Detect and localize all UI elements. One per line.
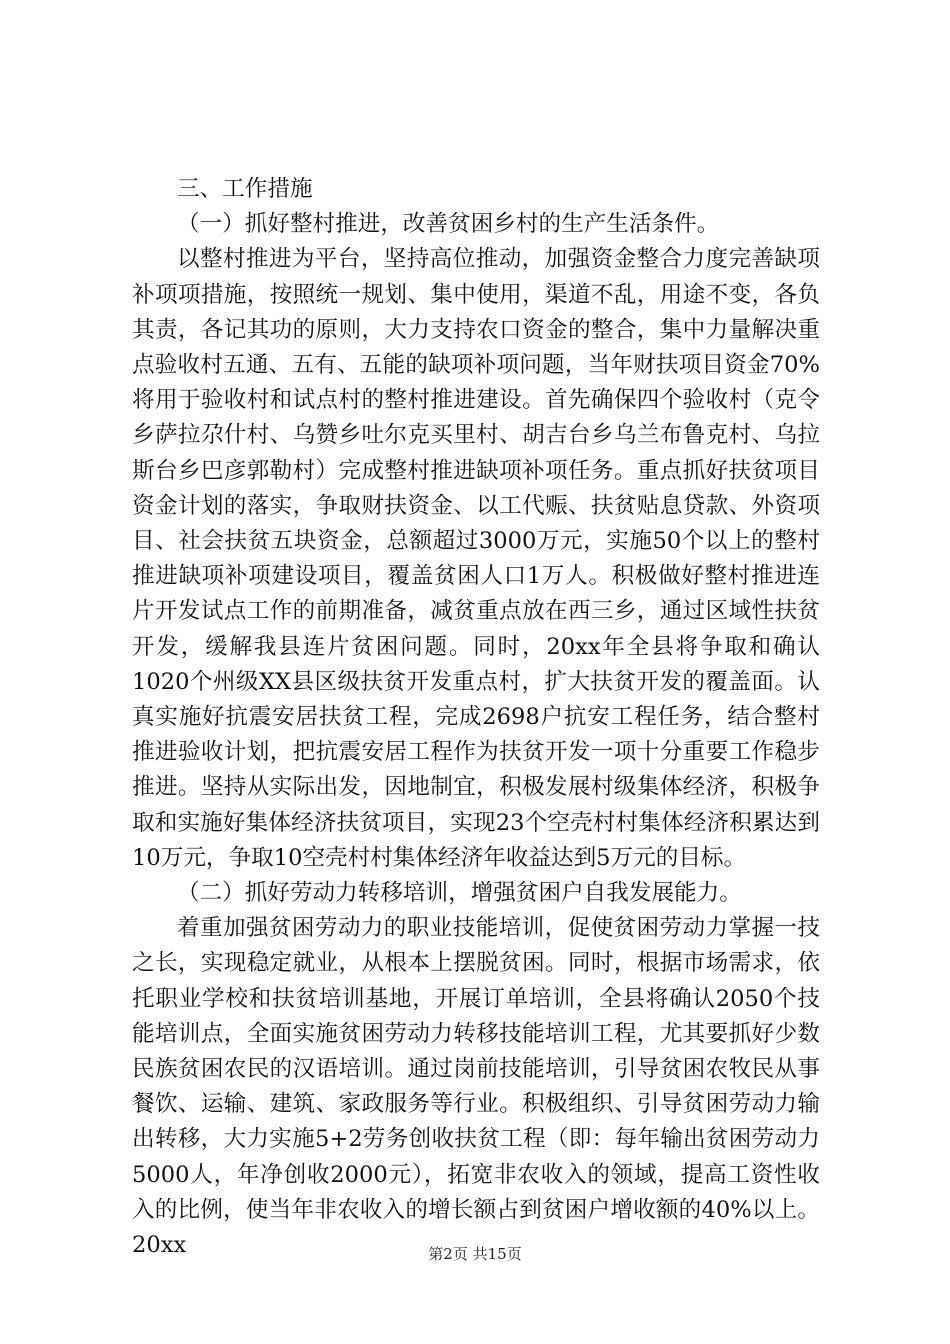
paragraph-2: 着重加强贫困劳动力的职业技能培训，促使贫困劳动力掌握一技之长，实现稳定就业，从根本上摆脱贫困。同时，根据市场需求，依托职业学校和扶贫培训基地，开展订单培训，全县将确认2050个技能培训点，全面实施贫困劳动力转移技能培训工程，尤其要抓好少数民族贫困农民的汉语培训。通过岗前技能培训，引导贫困农牧民从事餐饮、运输、建筑、家政服务等行业。积极组织、引导贫困劳动力输出转移，大力实施5+2劳务创收扶贫工程（即：每年输出贫困劳动力5000人，年净创收2000元），拓宽非农收入的领域，提高工资性收入的比例，使当年非农收入的增长额占到贫困户增收额的40%以上。20xx — [132, 915, 820, 1259]
paragraph-1: 以整村推进为平台，坚持高位推动，加强资金整合力度完善缺项补项项措施，按照统一规划、集中使用，渠道不乱，用途不变，各负其责，各记其功的原则，大力支持农口资金的整合，集中力量解决重点验收村五通、五有、五能的缺项补项问题，当年财扶项目资金70%将用于验收村和试点村的整村推进建设。首先确保四个验收村（克令乡萨拉尕什村、乌赞乡吐尔克买里村、胡吉台乡乌兰布鲁克村、乌拉斯台乡巴彦郭勒村）完成整村推进缺项补项任务。重点抓好扶贫项目资金计划的落实，争取财扶资金、以工代赈、扶贫贴息贷款、外资项目、社会扶贫五块资金，总额超过3000万元，实施50个以上的整村推进缺项补项建设项目，覆盖贫困人口1万人。积极做好整村推进连片开发试点工作的前期准备，减贫重点放在西三乡，通过区域性扶贫开发，缓解我县连片贫困问题。同时，20xx年全县将争取和确认1020个州级XX县区级扶贫开发重点村，扩大扶贫开发的覆盖面。认真实施好抗震安居扶贫工程，完成2698户抗安工程任务，结合整村推进验收计划，把抗震安居工程作为扶贫开发一项十分重要工作稳步推进。坚持从实际出发，因地制宜，积极发展村级集体经济，积极争取和实施好集体经济扶贫项目，实现23个空壳村村集体经济积累达到10万元，争取10空壳村村集体经济年收益达到5万元的目标。 — [132, 246, 820, 871]
subsection-heading-2: （二）抓好劳动力转移培训，增强贫困户自我发展能力。 — [177, 880, 742, 907]
page-indicator: 第2页 共15页 — [428, 1245, 522, 1263]
subsection-heading-1: （一）抓好整村推进，改善贫困乡村的生产生活条件。 — [177, 211, 720, 238]
page-footer — [0, 1243, 950, 1264]
section-heading: 三、工作措施 — [177, 176, 313, 202]
document-body — [132, 172, 820, 1263]
